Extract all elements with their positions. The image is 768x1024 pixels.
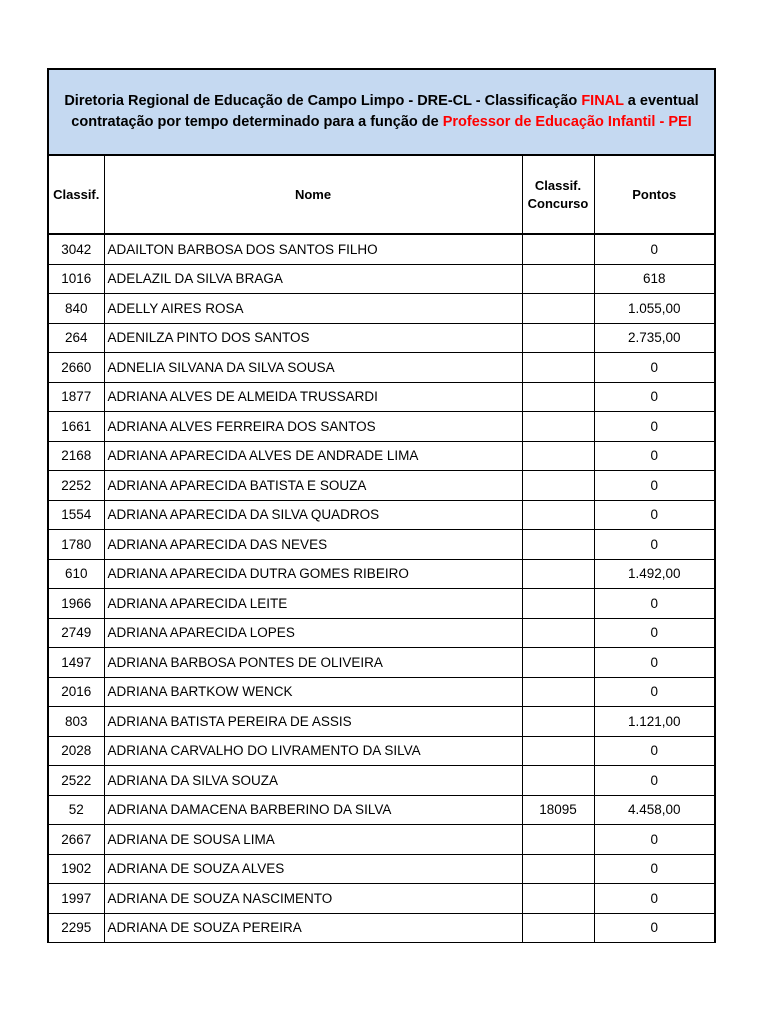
table-row bbox=[48, 382, 715, 412]
cell-points: 0 bbox=[594, 648, 715, 678]
table-row bbox=[48, 795, 715, 825]
cell-concurso bbox=[522, 500, 594, 530]
cell-rank: 2252 bbox=[48, 471, 104, 501]
cell-points: 0 bbox=[594, 353, 715, 383]
cell-points: 0 bbox=[594, 441, 715, 471]
header-row bbox=[48, 155, 715, 234]
table-row bbox=[48, 294, 715, 324]
column-header-name: Nome bbox=[104, 155, 522, 234]
cell-name: ADRIANA APARECIDA ALVES DE ANDRADE LIMA bbox=[104, 441, 522, 471]
table-row bbox=[48, 618, 715, 648]
column-header-concurso bbox=[522, 155, 594, 234]
cell-concurso bbox=[522, 382, 594, 412]
cell-name: ADENILZA PINTO DOS SANTOS bbox=[104, 323, 522, 353]
table-row bbox=[48, 559, 715, 589]
cell-rank: 803 bbox=[48, 707, 104, 737]
table-row bbox=[48, 589, 715, 619]
cell-concurso bbox=[522, 913, 594, 943]
table-row bbox=[48, 854, 715, 884]
cell-name: ADNELIA SILVANA DA SILVA SOUSA bbox=[104, 353, 522, 383]
cell-name: ADRIANA DE SOUZA PEREIRA bbox=[104, 913, 522, 943]
cell-concurso bbox=[522, 854, 594, 884]
table-title bbox=[48, 69, 715, 155]
cell-points: 0 bbox=[594, 736, 715, 766]
table-row bbox=[48, 234, 715, 264]
table-row bbox=[48, 471, 715, 501]
table-row bbox=[48, 648, 715, 678]
cell-rank: 1497 bbox=[48, 648, 104, 678]
cell-points: 0 bbox=[594, 471, 715, 501]
cell-points: 0 bbox=[594, 825, 715, 855]
cell-points: 0 bbox=[594, 677, 715, 707]
table-row bbox=[48, 677, 715, 707]
cell-name: ADRIANA ALVES FERREIRA DOS SANTOS bbox=[104, 412, 522, 442]
cell-concurso bbox=[522, 234, 594, 264]
cell-name: ADRIANA ALVES DE ALMEIDA TRUSSARDI bbox=[104, 382, 522, 412]
cell-concurso bbox=[522, 736, 594, 766]
cell-name: ADRIANA APARECIDA LEITE bbox=[104, 589, 522, 619]
cell-rank: 1780 bbox=[48, 530, 104, 560]
cell-name: ADRIANA DE SOUSA LIMA bbox=[104, 825, 522, 855]
cell-name: ADRIANA BARBOSA PONTES DE OLIVEIRA bbox=[104, 648, 522, 678]
table-row bbox=[48, 766, 715, 796]
cell-concurso bbox=[522, 618, 594, 648]
cell-points: 1.121,00 bbox=[594, 707, 715, 737]
table-row bbox=[48, 353, 715, 383]
cell-name: ADRIANA APARECIDA BATISTA E SOUZA bbox=[104, 471, 522, 501]
column-header-points: Pontos bbox=[594, 155, 715, 234]
cell-name: ADELLY AIRES ROSA bbox=[104, 294, 522, 324]
cell-name: ADRIANA DE SOUZA NASCIMENTO bbox=[104, 884, 522, 914]
title-line1-b: a eventual bbox=[623, 93, 699, 109]
cell-name: ADRIANA APARECIDA DUTRA GOMES RIBEIRO bbox=[104, 559, 522, 589]
cell-rank: 1554 bbox=[48, 500, 104, 530]
cell-rank: 2016 bbox=[48, 677, 104, 707]
cell-rank: 2028 bbox=[48, 736, 104, 766]
cell-rank: 52 bbox=[48, 795, 104, 825]
cell-rank: 2522 bbox=[48, 766, 104, 796]
cell-points: 0 bbox=[594, 766, 715, 796]
cell-points: 0 bbox=[594, 412, 715, 442]
cell-name: ADRIANA BATISTA PEREIRA DE ASSIS bbox=[104, 707, 522, 737]
table-row bbox=[48, 825, 715, 855]
cell-points: 1.492,00 bbox=[594, 559, 715, 589]
ranking-sheet bbox=[47, 68, 714, 943]
title-line2-a: contratação por tempo determinado para a função de bbox=[71, 114, 443, 130]
table-row bbox=[48, 264, 715, 294]
cell-concurso bbox=[522, 264, 594, 294]
cell-name: ADRIANA DAMACENA BARBERINO DA SILVA bbox=[104, 795, 522, 825]
cell-rank: 840 bbox=[48, 294, 104, 324]
cell-concurso bbox=[522, 323, 594, 353]
cell-points: 2.735,00 bbox=[594, 323, 715, 353]
cell-rank: 1877 bbox=[48, 382, 104, 412]
cell-rank: 610 bbox=[48, 559, 104, 589]
cell-concurso: 18095 bbox=[522, 795, 594, 825]
column-header-concurso-line2: Concurso bbox=[527, 195, 589, 211]
cell-concurso bbox=[522, 441, 594, 471]
table-row bbox=[48, 412, 715, 442]
cell-points: 0 bbox=[594, 382, 715, 412]
table-body bbox=[48, 234, 715, 943]
cell-rank: 2667 bbox=[48, 825, 104, 855]
cell-rank: 2168 bbox=[48, 441, 104, 471]
cell-rank: 264 bbox=[48, 323, 104, 353]
cell-points: 0 bbox=[594, 530, 715, 560]
title-line1-a: Diretoria Regional de Educação de Campo Limpo - DRE-CL - Classificação bbox=[64, 93, 582, 109]
table-row bbox=[48, 323, 715, 353]
cell-points: 0 bbox=[594, 884, 715, 914]
cell-points: 0 bbox=[594, 234, 715, 264]
cell-name: ADRIANA APARECIDA LOPES bbox=[104, 618, 522, 648]
cell-points: 0 bbox=[594, 854, 715, 884]
cell-rank: 1997 bbox=[48, 884, 104, 914]
title-final-highlight: FINAL bbox=[581, 93, 624, 109]
cell-concurso bbox=[522, 559, 594, 589]
cell-name: ADRIANA APARECIDA DAS NEVES bbox=[104, 530, 522, 560]
cell-concurso bbox=[522, 589, 594, 619]
cell-concurso bbox=[522, 766, 594, 796]
cell-points: 618 bbox=[594, 264, 715, 294]
table-row bbox=[48, 913, 715, 943]
cell-name: ADRIANA DE SOUZA ALVES bbox=[104, 854, 522, 884]
cell-name: ADRIANA APARECIDA DA SILVA QUADROS bbox=[104, 500, 522, 530]
cell-name: ADAILTON BARBOSA DOS SANTOS FILHO bbox=[104, 234, 522, 264]
cell-rank: 1902 bbox=[48, 854, 104, 884]
cell-points: 0 bbox=[594, 618, 715, 648]
cell-rank: 1661 bbox=[48, 412, 104, 442]
ranking-table bbox=[47, 68, 716, 943]
cell-concurso bbox=[522, 648, 594, 678]
cell-rank: 2749 bbox=[48, 618, 104, 648]
column-header-concurso-line1: Classif. bbox=[534, 177, 582, 193]
cell-name: ADRIANA DA SILVA SOUZA bbox=[104, 766, 522, 796]
table-row bbox=[48, 500, 715, 530]
cell-concurso bbox=[522, 353, 594, 383]
cell-concurso bbox=[522, 677, 594, 707]
cell-points: 4.458,00 bbox=[594, 795, 715, 825]
table-row bbox=[48, 707, 715, 737]
cell-concurso bbox=[522, 412, 594, 442]
table-row bbox=[48, 884, 715, 914]
cell-name: ADELAZIL DA SILVA BRAGA bbox=[104, 264, 522, 294]
cell-concurso bbox=[522, 825, 594, 855]
cell-rank: 3042 bbox=[48, 234, 104, 264]
table-row bbox=[48, 530, 715, 560]
cell-name: ADRIANA BARTKOW WENCK bbox=[104, 677, 522, 707]
cell-concurso bbox=[522, 294, 594, 324]
cell-concurso bbox=[522, 530, 594, 560]
cell-name: ADRIANA CARVALHO DO LIVRAMENTO DA SILVA bbox=[104, 736, 522, 766]
cell-points: 0 bbox=[594, 500, 715, 530]
table-row bbox=[48, 441, 715, 471]
cell-points: 0 bbox=[594, 913, 715, 943]
cell-concurso bbox=[522, 471, 594, 501]
cell-concurso bbox=[522, 707, 594, 737]
cell-points: 1.055,00 bbox=[594, 294, 715, 324]
cell-rank: 1966 bbox=[48, 589, 104, 619]
title-role-highlight: Professor de Educação Infantil - PEI bbox=[442, 114, 692, 130]
cell-points: 0 bbox=[594, 589, 715, 619]
table-row bbox=[48, 736, 715, 766]
cell-rank: 2295 bbox=[48, 913, 104, 943]
cell-rank: 2660 bbox=[48, 353, 104, 383]
cell-concurso bbox=[522, 884, 594, 914]
column-header-rank: Classif. bbox=[48, 155, 104, 234]
cell-rank: 1016 bbox=[48, 264, 104, 294]
